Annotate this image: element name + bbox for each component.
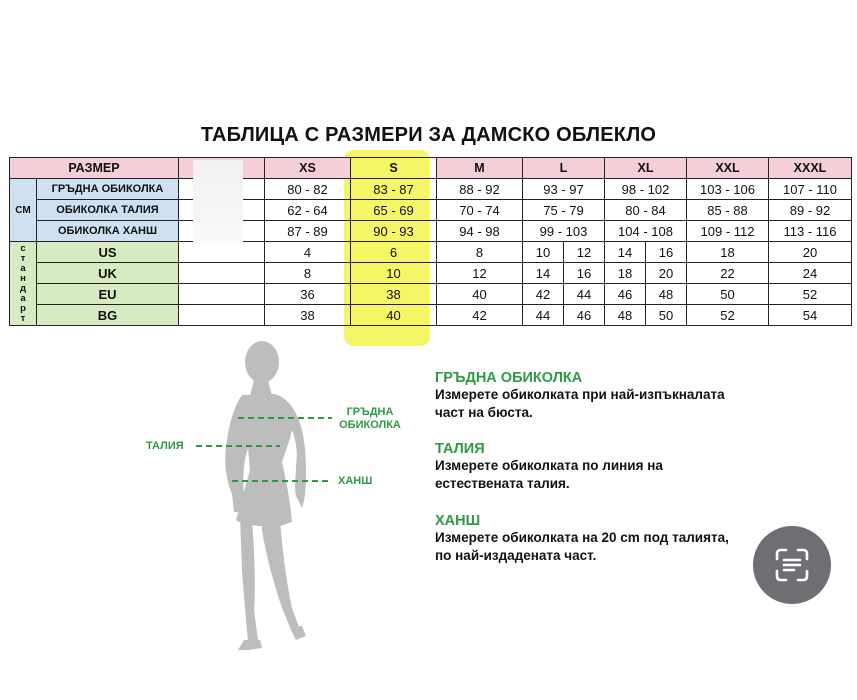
- table-cell: 10: [351, 263, 437, 284]
- std-group-letter: с: [20, 242, 26, 254]
- table-cell: 50: [687, 284, 769, 305]
- table-cell: 109 - 112: [687, 221, 769, 242]
- waist-guide-line2: естествената талия.: [435, 476, 570, 491]
- hip-guide: [435, 513, 729, 565]
- table-cell: 38: [351, 284, 437, 305]
- std-group-letter: д: [19, 282, 27, 294]
- row-label: US: [37, 242, 179, 263]
- size-s-header: S: [351, 158, 437, 179]
- size-xs-header: XS: [265, 158, 351, 179]
- waist-guide: [435, 441, 663, 493]
- table-cell: 48: [646, 284, 687, 305]
- std-group-letter: т: [20, 312, 26, 324]
- table-cell: 94 - 98: [437, 221, 523, 242]
- table-cell: 87 - 89: [265, 221, 351, 242]
- table-cell: 36: [265, 284, 351, 305]
- table-cell: 12: [564, 242, 605, 263]
- table-cell: 8: [265, 263, 351, 284]
- table-cell: 42: [523, 284, 564, 305]
- table-cell: 16: [564, 263, 605, 284]
- table-cell: 44: [523, 305, 564, 326]
- table-cell: 4: [265, 242, 351, 263]
- std-group-letter: а: [20, 262, 26, 274]
- text-scan-button[interactable]: [753, 526, 831, 604]
- table-cell: 52: [687, 305, 769, 326]
- silhouette-icon: [225, 341, 306, 650]
- row-label: ОБИКОЛКА ХАНШ: [37, 221, 179, 242]
- std-group-letter: н: [20, 272, 26, 284]
- table-cell: 83 - 87: [351, 179, 437, 200]
- table-cell: 10: [523, 242, 564, 263]
- table-cell: 6: [351, 242, 437, 263]
- table-cell: 18: [687, 242, 769, 263]
- table-cell: 70 - 74: [437, 200, 523, 221]
- table-cell: 20: [646, 263, 687, 284]
- waist-guide-heading: ТАЛИЯ: [435, 441, 485, 457]
- table-cell: 62 - 64: [265, 200, 351, 221]
- size-m-header: M: [437, 158, 523, 179]
- waist-figure-label: ТАЛИЯ: [146, 440, 184, 452]
- table-cell: 80 - 84: [605, 200, 687, 221]
- table-cell: 22: [687, 263, 769, 284]
- std-group-letter: т: [20, 252, 26, 264]
- row-label: BG: [37, 305, 179, 326]
- row-label: ОБИКОЛКА ТАЛИЯ: [37, 200, 179, 221]
- table-cell: 88 - 92: [437, 179, 523, 200]
- size-xxxl-header: XXXL: [769, 158, 852, 179]
- std-group-letter: а: [20, 292, 26, 304]
- table-cell: 18: [605, 263, 646, 284]
- table-cell: 80 - 82: [265, 179, 351, 200]
- size-xxl-header: XXL: [687, 158, 769, 179]
- waist-guide-line1: Измерете обиколката по линия на: [435, 458, 663, 473]
- table-cell: 103 - 106: [687, 179, 769, 200]
- chest-guide: [435, 370, 725, 422]
- table-cell: 14: [605, 242, 646, 263]
- table-cell: 98 - 102: [605, 179, 687, 200]
- chest-guide-heading: ГРЪДНА ОБИКОЛКА: [435, 370, 583, 386]
- table-cell: 65 - 69: [351, 200, 437, 221]
- hip-guide-line2: по най-издадената част.: [435, 548, 597, 563]
- table-cell: 20: [769, 242, 852, 263]
- table-cell: 38: [265, 305, 351, 326]
- table-cell: 46: [564, 305, 605, 326]
- std-group-letter: р: [20, 302, 26, 314]
- table-cell: 52: [769, 284, 852, 305]
- size-xl-header: XL: [605, 158, 687, 179]
- table-cell: 104 - 108: [605, 221, 687, 242]
- table-cell: 93 - 97: [523, 179, 605, 200]
- table-cell: 75 - 79: [523, 200, 605, 221]
- table-cell: 44: [564, 284, 605, 305]
- table-cell: 90 - 93: [351, 221, 437, 242]
- size-l-header: L: [523, 158, 605, 179]
- table-cell: 46: [605, 284, 646, 305]
- chest-guide-line1: Измерете обиколката при най-изпъкналата: [435, 387, 725, 402]
- table-cell: 99 - 103: [523, 221, 605, 242]
- table-cell: 42: [437, 305, 523, 326]
- table-cell: 40: [351, 305, 437, 326]
- table-cell: 12: [437, 263, 523, 284]
- cm-group-label: СМ: [10, 179, 37, 242]
- table-cell: 50: [646, 305, 687, 326]
- table-cell: 24: [769, 263, 852, 284]
- row-label: ГРЪДНА ОБИКОЛКА: [37, 179, 179, 200]
- table-cell: 16: [646, 242, 687, 263]
- table-cell: 85 - 88: [687, 200, 769, 221]
- table-cell: 40: [437, 284, 523, 305]
- chest-guide-line2: част на бюста.: [435, 405, 533, 420]
- text-scan-icon: [753, 526, 831, 604]
- table-cell: 8: [437, 242, 523, 263]
- table-cell: 14: [523, 263, 564, 284]
- table-cell: 113 - 116: [769, 221, 852, 242]
- table-cell: 54: [769, 305, 852, 326]
- hip-guide-heading: ХАНШ: [435, 513, 481, 529]
- hip-guide-line1: Измерете обиколката на 20 cm под талията,: [435, 530, 729, 545]
- table-cell: 107 - 110: [769, 179, 852, 200]
- row-label: EU: [37, 284, 179, 305]
- size-header-cell: РАЗМЕР: [10, 158, 179, 179]
- table-cell: 48: [605, 305, 646, 326]
- row-label: UK: [37, 263, 179, 284]
- hip-figure-label: ХАНШ: [338, 475, 373, 487]
- table-cell: 89 - 92: [769, 200, 852, 221]
- page-title: ТАБЛИЦА С РАЗМЕРИ ЗА ДАМСКО ОБЛЕКЛО: [200, 124, 657, 146]
- chest-figure-label: ГРЪДНА ОБИКОЛКА: [339, 406, 401, 431]
